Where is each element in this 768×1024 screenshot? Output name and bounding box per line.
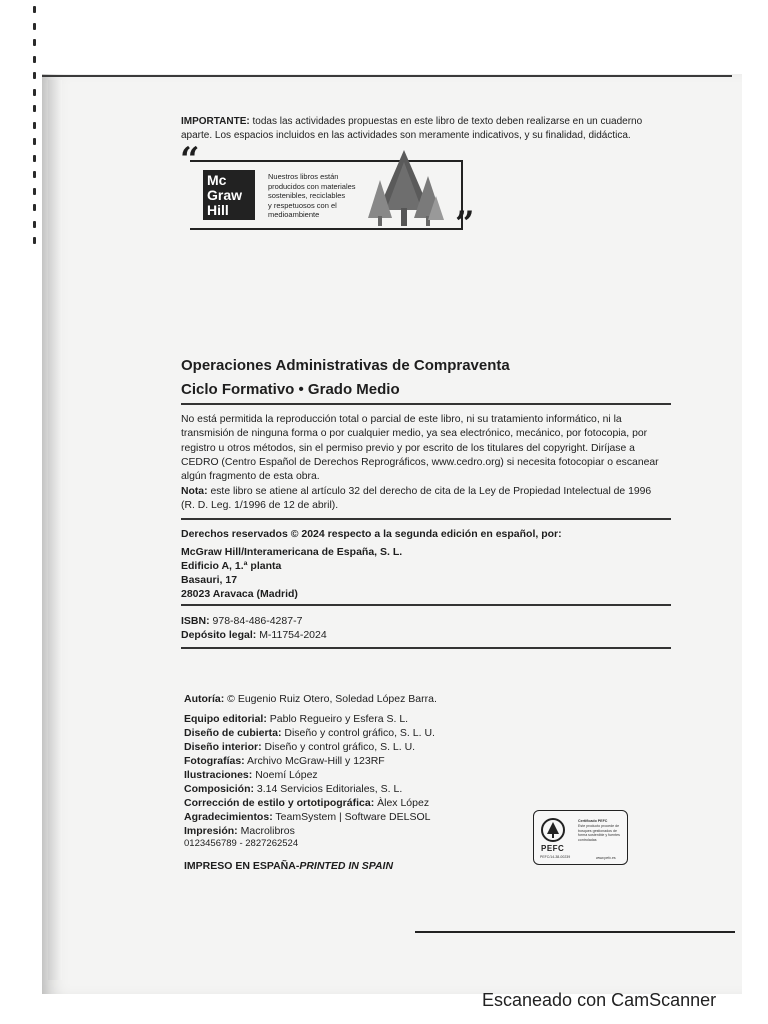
pefc-description <box>578 819 624 843</box>
message-line: y respetuosos con el <box>268 200 337 210</box>
notice-line: registro u otros métodos, sin el permiso previo y por escrito de los titulares del copyright. Diríjase a <box>181 442 635 454</box>
binding-dot <box>33 23 36 30</box>
printed-in-spanish: IMPRESO EN ESPAÑA- <box>184 860 300 872</box>
isbn-value: 978-84-486-4287-7 <box>212 615 303 627</box>
credit-row <box>184 712 435 726</box>
legal-deposit <box>181 628 327 642</box>
binding-dot <box>33 56 36 63</box>
printed-in-english: PRINTED IN SPAIN <box>299 860 394 872</box>
deposit-label: Depósito legal: <box>181 629 257 641</box>
logo-line: Hill <box>207 202 229 218</box>
credit-value: Noemí López <box>255 769 318 781</box>
pefc-id: PEFC/14-38-00239 <box>540 855 571 859</box>
message-line: producidos con materiales <box>268 181 356 191</box>
credit-row <box>184 810 435 824</box>
address-line: McGraw Hill/Interamericana de España, S. L. <box>181 546 403 558</box>
credit-row <box>184 824 435 838</box>
print-code: 0123456789 - 2827262524 <box>184 838 299 849</box>
binding-dot <box>33 237 36 244</box>
message-line: Nuestros libros están <box>268 172 339 181</box>
binding-dot <box>33 204 36 211</box>
legal-note <box>181 485 673 514</box>
divider <box>181 604 671 606</box>
notice-line: algún fragmento de esta obra. <box>181 471 320 483</box>
isbn-label: ISBN: <box>181 615 210 627</box>
author-label: Autoría: <box>184 693 225 705</box>
binding-dot <box>33 221 36 228</box>
binding-dot <box>33 122 36 129</box>
credit-value: 3.14 Servicios Editoriales, S. L. <box>256 783 403 795</box>
note-label: Nota: <box>181 486 208 497</box>
book-subtitle: Ciclo Formativo • Grado Medio <box>181 381 400 398</box>
pefc-header: Certificado PEFC <box>578 819 608 823</box>
pefc-label: PEFC <box>541 844 565 853</box>
credit-value: Àlex López <box>377 797 430 809</box>
camscanner-watermark: Escaneado con CamScanner <box>482 990 717 1010</box>
credit-label: Agradecimientos: <box>184 811 273 823</box>
printed-in <box>184 859 393 873</box>
rights-heading: Derechos reservados © 2024 respecto a la segunda edición en español, por: <box>181 528 562 540</box>
binding-dot <box>33 105 36 112</box>
address-line: Basauri, 17 <box>181 574 238 586</box>
message-line: sostenibles, reciclables <box>268 191 346 200</box>
divider <box>181 518 671 520</box>
pefc-line: forma sostenible y fuentes <box>578 833 620 838</box>
pefc-certification <box>533 810 628 865</box>
credit-value: Diseño y control gráfico, S. L. U. <box>284 727 435 739</box>
binding-dot <box>33 72 36 79</box>
logo-line: Mc <box>207 172 227 188</box>
notice-line: transmisión de ninguna forma o por cualquier medio, ya sea electrónico, mecánico, por fotocopia, por <box>181 428 648 440</box>
credit-label: Diseño de cubierta: <box>184 727 282 739</box>
page-bottom-edge <box>415 931 735 933</box>
credit-label: Ilustraciones: <box>184 769 253 781</box>
binding-dot <box>33 155 36 162</box>
credit-row <box>184 740 435 754</box>
deposit-value: M-11754-2024 <box>259 629 327 641</box>
logo-line: Graw <box>207 187 243 203</box>
quote-close-mark: ” <box>455 204 475 244</box>
divider <box>181 403 671 405</box>
important-label: IMPORTANTE: <box>181 116 250 127</box>
address-line: Edificio A, 1.ª planta <box>181 560 282 572</box>
isbn <box>181 614 302 628</box>
notice-line: No está permitida la reproducción total o parcial de este libro, ni su tratamiento informático, ni la <box>181 414 622 425</box>
credit-value: Pablo Regueiro y Esfera S. L. <box>269 713 409 725</box>
credit-value: TeamSystem | Software DELSOL <box>275 811 431 823</box>
credit-value: Macrolibros <box>240 825 295 837</box>
sustainability-message <box>268 172 378 220</box>
important-notice <box>181 115 642 143</box>
trees-icon <box>368 148 448 230</box>
copyright-notice <box>181 413 673 484</box>
author-value: © Eugenio Ruiz Otero, Soledad López Barra. <box>227 693 437 705</box>
binding-dot <box>33 39 36 46</box>
credit-row <box>184 768 435 782</box>
publisher-address <box>181 545 402 601</box>
credit-row <box>184 782 435 796</box>
binding-dot <box>33 171 36 178</box>
credit-label: Corrección de estilo y ortotipográfica: <box>184 797 375 809</box>
credit-label: Composición: <box>184 783 254 795</box>
binding-dot <box>33 89 36 96</box>
credit-label: Equipo editorial: <box>184 713 267 725</box>
credit-row <box>184 796 435 810</box>
credit-row <box>184 726 435 740</box>
important-line-2: aparte. Los espacios incluidos en las actividades son meramente indicativos, y su finalidad, didáctica. <box>181 130 631 141</box>
page-left-edge <box>48 80 62 980</box>
authorship <box>184 692 437 706</box>
credit-label: Fotografías: <box>184 755 245 767</box>
credit-value: Diseño y control gráfico, S. L. U. <box>264 741 416 753</box>
note-line-1: este libro se atiene al artículo 32 del derecho de cita de la Ley de Propiedad Intelectual de 1996 <box>210 486 652 497</box>
credit-row <box>184 754 435 768</box>
address-line: 28023 Aravaca (Madrid) <box>181 588 298 600</box>
notice-line: CEDRO (Centro Español de Derechos Reprográficos, www.cedro.org) si necesita fotocopiar o escanear <box>181 456 659 468</box>
note-line-2: (R. D. Leg. 1/1996 de 12 de abril). <box>181 500 339 512</box>
credits-list <box>184 712 435 838</box>
binding-dot <box>33 188 36 195</box>
binding-dots <box>33 0 39 250</box>
message-line: medioambiente <box>268 210 320 219</box>
credit-value: Archivo McGraw-Hill y 123RF <box>247 755 385 767</box>
quote-open-mark: “ <box>180 140 200 180</box>
pefc-line: bosques gestionados de <box>578 828 617 833</box>
page-top-edge <box>42 75 732 77</box>
binding-dot <box>33 138 36 145</box>
pefc-line: Este producto procede de <box>578 823 620 828</box>
important-line-1: todas las actividades propuestas en este libro de texto deben realizarse en un cuaderno <box>252 116 643 127</box>
mcgraw-hill-logo <box>203 170 255 220</box>
pefc-tree-icon <box>540 817 566 843</box>
credit-label: Impresión: <box>184 825 238 837</box>
binding-dot <box>33 6 36 13</box>
divider <box>181 647 671 649</box>
book-title: Operaciones Administrativas de Compraventa <box>181 357 510 374</box>
pefc-web: www.pefc.es <box>596 856 616 860</box>
credit-label: Diseño interior: <box>184 741 262 753</box>
pefc-line: controladas <box>578 838 597 843</box>
